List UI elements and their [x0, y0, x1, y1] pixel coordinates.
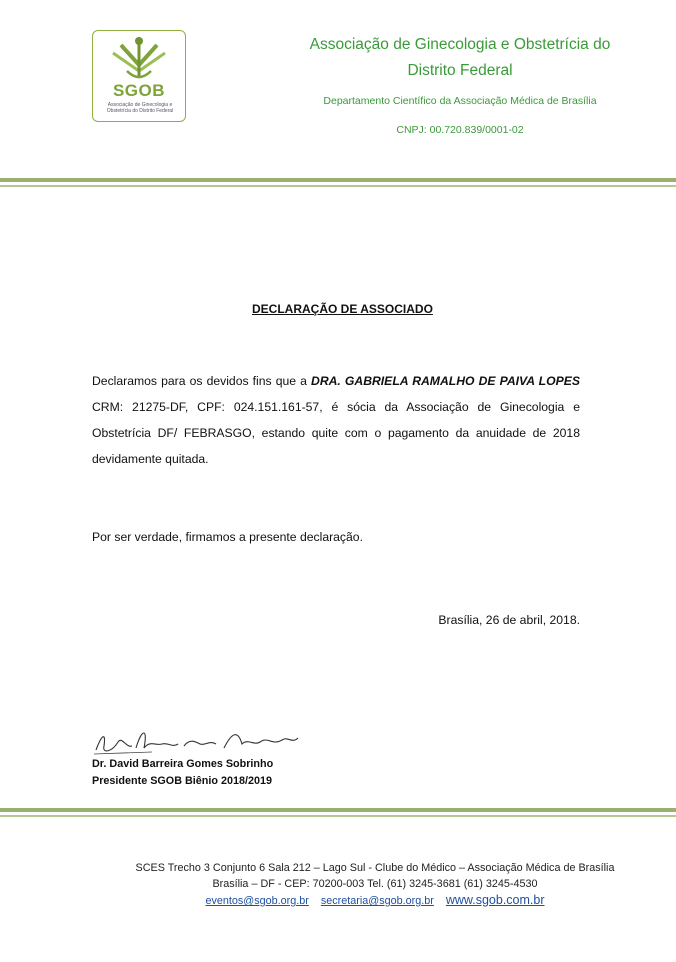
declaration-details: CRM: 21275-DF, CPF: 024.151.161-57, é sócia da Associação de Ginecologia e Obstetrícia DF/ FEBRASGO, estando quite com o pagamento da anuidade de 2018 devidamente quitada.	[92, 400, 580, 466]
header-divider	[0, 178, 676, 182]
footer-links	[120, 893, 630, 907]
org-cnpj: CNPJ: 00.720.839/0001-02	[396, 124, 524, 136]
logo-subtitle: Associação de Ginecologia e Obstetrícia do Distrito Federal	[106, 102, 174, 114]
footer-divider	[0, 808, 676, 812]
footer-divider-thin	[0, 815, 676, 817]
signer-name: Dr. David Barreira Gomes Sobrinho	[92, 758, 274, 770]
document-title: DECLARAÇÃO DE ASSOCIADO	[252, 302, 433, 316]
signer-role: Presidente SGOB Biênio 2018/2019	[92, 775, 273, 787]
website-link[interactable]: www.sgob.com.br	[445, 893, 545, 907]
org-name: Associação de Ginecologia e Obstetrícia do Distrito Federal	[309, 36, 611, 79]
place-date: Brasília, 26 de abril, 2018.	[438, 613, 580, 627]
logo	[92, 30, 186, 122]
header-divider-thin	[0, 185, 676, 187]
signature-icon	[92, 724, 312, 758]
logo-text: SGOB	[112, 81, 166, 100]
declaration-intro: Declaramos para os devidos fins que a	[92, 374, 312, 388]
member-name: DRA. GABRIELA RAMALHO DE PAIVA LOPES	[311, 374, 580, 388]
email-events-link[interactable]: eventos@sgob.org.br	[205, 895, 309, 907]
footer-address-line2: Brasília – DF - CEP: 70200-003 Tel. (61) 3245-3681 (61) 3245-4530	[212, 878, 538, 890]
footer-address-line1: SCES Trecho 3 Conjunto 6 Sala 212 – Lago Sul - Clube do Médico – Associação Médica de Brasília	[135, 862, 615, 874]
email-secretary-link[interactable]: secretaria@sgob.org.br	[320, 895, 434, 907]
closing-statement: Por ser verdade, firmamos a presente declaração.	[92, 530, 363, 544]
org-department: Departamento Científico da Associação Médica de Brasília	[323, 95, 597, 107]
declaration-body	[92, 368, 580, 472]
